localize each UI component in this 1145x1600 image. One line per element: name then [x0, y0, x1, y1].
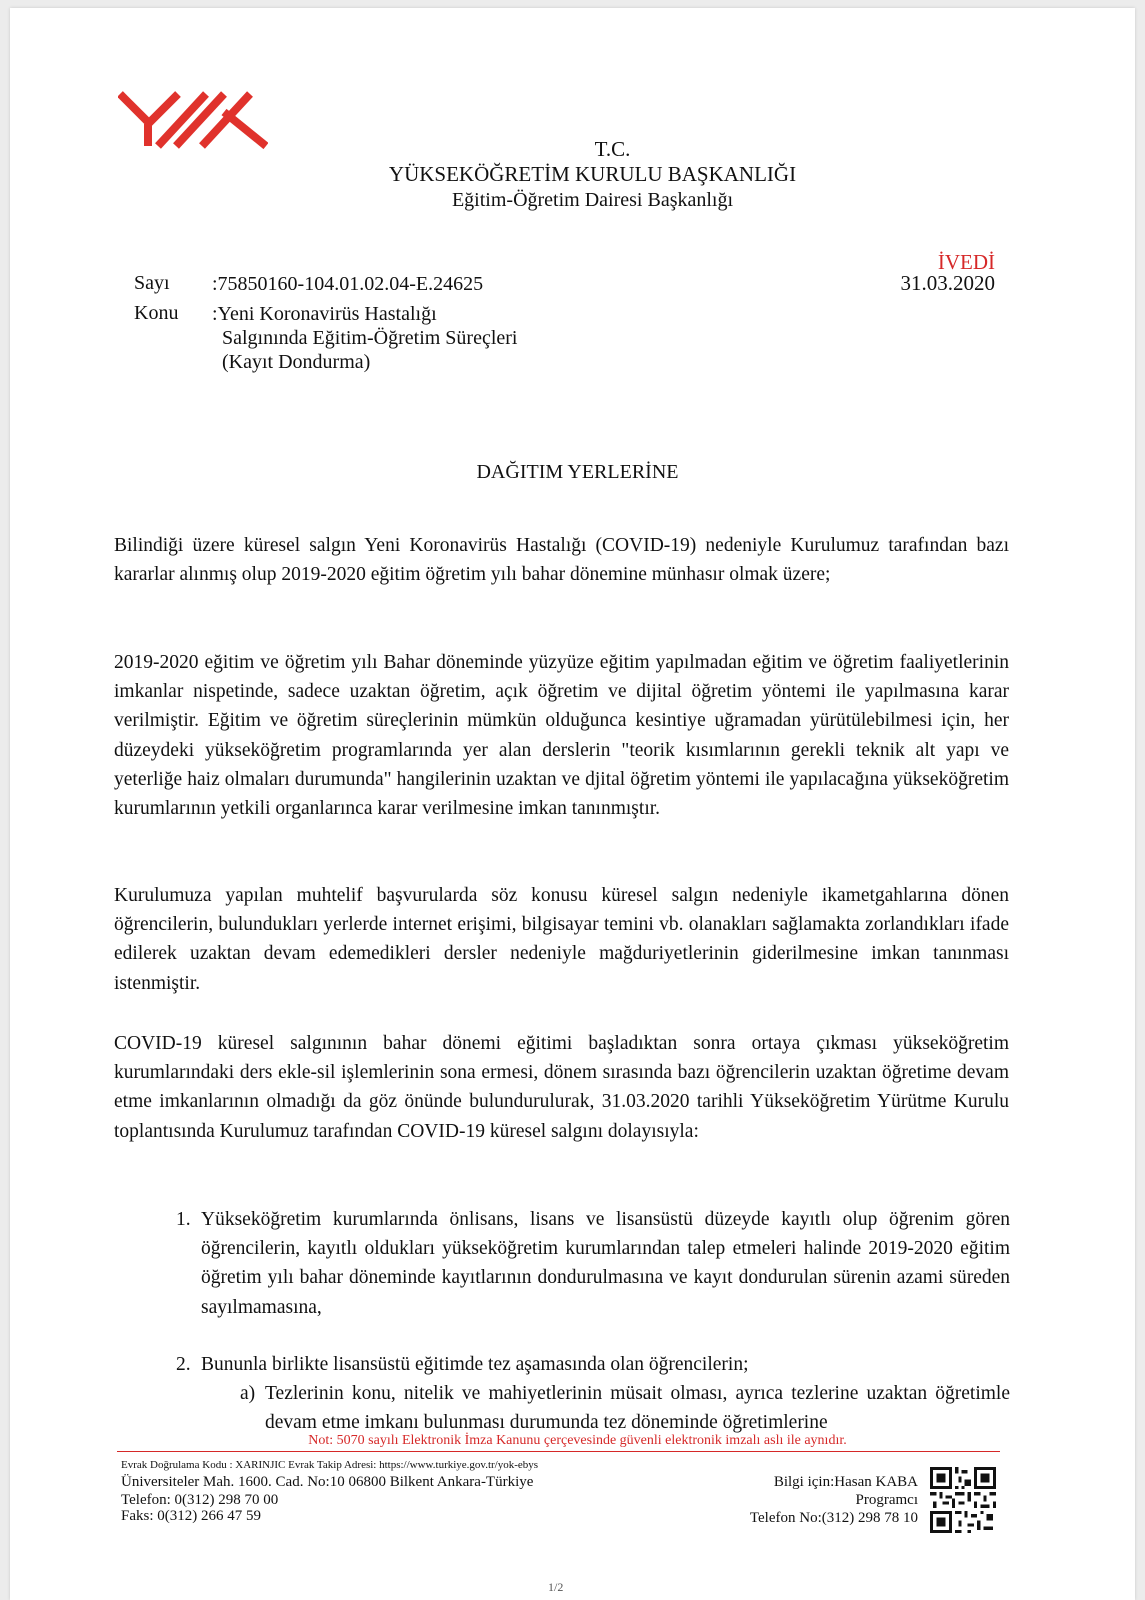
sublist-letter: a)	[240, 1383, 256, 1404]
verification-code: Evrak Doğrulama Kodu : XARINJIC Evrak Takip Adresi: https://www.turkiye.gov.tr/yok-ebys	[121, 1459, 539, 1471]
number-value: :75850160-104.01.02.04-E.24625	[212, 273, 484, 295]
page-number: 1/2	[548, 1580, 564, 1594]
subject-line: Salgınında Eğitim-Öğretim Süreçleri	[222, 327, 518, 349]
sublist-text: Tezlerinin konu, nitelik ve mahiyetlerinin müsait olması, ayrıca tezlerine uzaktan öğretimle devam etme imkanı bulunması durumunda tez döneminde öğretimlerine	[265, 1383, 1010, 1434]
list-number: 2.	[176, 1354, 191, 1375]
body-paragraph: Kurulumuza yapılan muhtelif başvurularda söz konusu küresel salgın nedeniyle ikametgahlarına dönen öğrencilerin, bulundukları yerlerde internet erişimi, bilgisayar temini vb. olanakları sağlamakta zorlandıkları ifade edilerek uzaktan devam edemedikleri dersler nedeniyle mağduriyetlerinin giderilmesine imkan tanınması istenmiştir.	[114, 885, 1009, 994]
list-text: Yükseköğretim kurumlarında önlisans, lisans ve lisansüstü düzeyde kayıtlı olup öğrenim gören öğrencilerin, kayıtlı oldukları yükseköğretim kurumlarından talep etmeleri halinde 2019-2020 eğitim öğretim yılı bahar döneminde kayıtlarının dondurulmasına ve kayıt dondurulan sürenin azami süreden sayılmamasına,	[201, 1209, 1010, 1318]
contact-title: Programcı	[855, 1492, 918, 1508]
list-text: Bununla birlikte lisansüstü eğitimde tez aşamasında olan öğrencilerin;	[201, 1354, 749, 1375]
subject-line: (Kayıt Dondurma)	[222, 351, 371, 373]
qr-code-icon	[930, 1467, 996, 1533]
document-date: 31.03.2020	[900, 271, 995, 295]
list-item	[176, 1205, 1010, 1322]
body-paragraph: 2019-2020 eğitim ve öğretim yılı Bahar döneminde yüzyüze eğitim yapılmadan eğitim ve öğretim faaliyetlerinin imkanlar nispetinde, sadece uzaktan öğretim, açık öğretim ve dijital öğretim yöntemi ile yapılmasına karar verilmiştir. Eğitim ve öğretim süreçlerinin mümkün olduğunca kesintiye uğramadan yürütülebilmesi için, her düzeydeki yükseköğretim programlarında yer alan derslerin "teorik kısımlarının gerekli teknik alt yapı ve yeterliğe haiz olmaları durumunda" hangilerinin uzaktan ve djital öğretim yöntemi ile yapılacağına yükseköğretim kurumlarının yetkili organlarınca karar verilmesine imkan tanınmıştır.	[114, 652, 1009, 820]
header-department: Eğitim-Öğretim Dairesi Başkanlığı	[451, 189, 734, 211]
list-item	[176, 1350, 1010, 1379]
footer-phone: Telefon: 0(312) 298 70 00	[121, 1492, 279, 1508]
body-paragraph: Bilindiği üzere küresel salgın Yeni Koronavirüs Hastalığı (COVID-19) nedeniyle Kurulumuz tarafından bazı kararlar alınmış olup 2019-2020 eğitim öğretim yılı bahar dönemine münhasır olmak üzere;	[114, 535, 1009, 586]
header-institution: YÜKSEKÖĞRETİM KURULU BAŞKANLIĞI	[388, 162, 797, 186]
number-label: Sayı	[134, 272, 170, 294]
sublist-item	[240, 1379, 1010, 1437]
distribution-heading: DAĞITIM YERLERİNE	[476, 461, 679, 483]
urgency-label: İVEDİ	[937, 250, 995, 274]
subject-label: Konu	[134, 302, 179, 324]
footer-fax: Faks: 0(312) 266 47 59	[121, 1508, 261, 1524]
footer-address: Üniversiteler Mah. 1600. Cad. No:10 06800 Bilkent Ankara-Türkiye	[121, 1474, 534, 1490]
contact-info: Bilgi için:Hasan KABA	[773, 1474, 918, 1490]
list-number: 1.	[176, 1209, 191, 1230]
footer-divider	[117, 1451, 1000, 1452]
signature-note: Not: 5070 sayılı Elektronik İmza Kanunu çerçevesinde güvenli elektronik imzalı aslı ile aynıdır.	[308, 1433, 847, 1448]
subject-line: :Yeni Koronavirüs Hastalığı	[212, 303, 437, 325]
body-paragraph: COVID-19 küresel salgınının bahar dönemi eğitimi başladıktan sonra ortaya çıkması yükseköğretim kurumlarındaki ders ekle-sil işlemlerinin sona ermesi, dönem sırasında bazı öğrencilerin uzaktan öğretime devam etme imkanlarının olmadığı da göz önünde bulundurulurak, 31.03.2020 tarihli Yükseköğretim Yürütme Kurulu toplantısında Kurulumuz tarafından COVID-19 küresel salgını dolayısıyla:	[114, 1033, 1009, 1142]
header-tc: T.C.	[594, 137, 631, 161]
contact-phone: Telefon No:(312) 298 78 10	[749, 1510, 918, 1526]
subject-value	[212, 302, 518, 374]
